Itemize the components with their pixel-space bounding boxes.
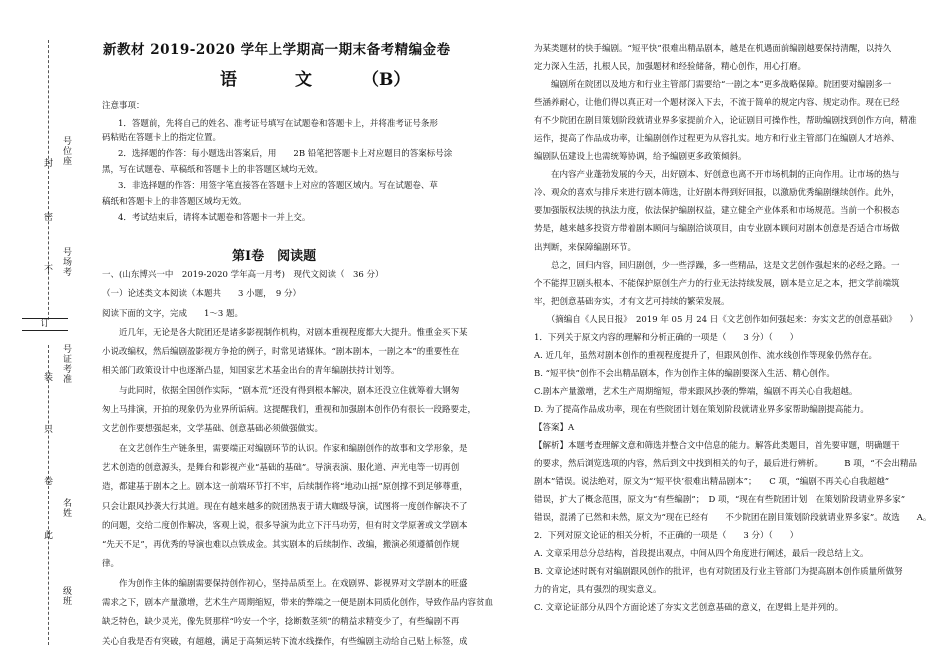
- text-line: 些涵养耐心，让他们得以真正对一个题材深入下去，不流于简单的规定内容、规定动作。现在已经: [534, 98, 900, 109]
- seal-char: 装: [44, 373, 54, 383]
- text-line: 需求之下，剧本产量激增，艺术生产周期缩短，带来的弊端之一便是剧本同质化创作，导致作品内容贫血: [102, 598, 494, 609]
- seal-char: 不: [44, 265, 54, 275]
- exam-room-field: 号场考: [61, 247, 71, 277]
- text-line: 牢，把创意基础夯实，才有文艺可持续的繁荣发展。: [534, 296, 730, 307]
- text-line: 编剧所在院团以及地方和行业主管部门需要给“一剧之本”更多战略保障。院团要对编剧多一: [534, 80, 892, 91]
- subject-title: [220, 65, 410, 90]
- text-line: 在内容产业蓬勃发展的今天，出好剧本、好创意也离不开市场机制的正向作用。让市场的热与: [534, 170, 900, 181]
- text-line: 与此同时，依据全国创作实际，“剧本荒”还没有得到根本解决，剧本还没立住就筹着大钢匆: [102, 385, 460, 396]
- text-line: 总之，回归内容，回归剧创，少一些浮躁，多一些精品，这是文艺创作强起来的必经之路。一: [534, 260, 900, 271]
- text-line: “先天不足”，再优秀的导演也难以点铁成金。其实剧本的后续制作、改编，搬演必须遵循创作规: [102, 540, 460, 551]
- text-line: 错误，混淆了已然和未然，原文为“现在已经有 不少院团在剧目策划阶段就请业界多家”。故选 A。: [534, 513, 932, 524]
- right-column-text: [534, 40, 932, 618]
- exam-title: 新教材 2019-2020 学年上学期高一期末备考精编金卷: [103, 42, 451, 58]
- text-line: 【答案】A: [534, 422, 575, 433]
- binding-dash-line-lower: [48, 345, 49, 645]
- text-line: 个不能捍卫剧头根本、不能保护原创生产力的行业无法持续发展，剧本是立足之本，把文学前端筑: [534, 278, 900, 289]
- text-line: C.剧本产量激增，艺术生产周期缩短，带来跟风抄袭的弊端，编剧不再关心自我超越。: [534, 386, 858, 397]
- seal-char: 封: [44, 159, 54, 169]
- text-line: 编剧队伍建设上也需统筹协调，给予编剧更多政策倾斜。: [534, 152, 747, 163]
- text-line: 要加强版权法规的执法力度，依法保护编剧权益，建立健全产业体系和市场规范。当前一个积极态: [534, 206, 900, 217]
- notes-heading: 注意事项：: [102, 101, 145, 111]
- text-line: （一）论述类文本阅读（本题共 3 小题， 9 分）: [102, 289, 301, 300]
- text-line: A. 文章采用总分总结构，首段提出观点，中间从四个角度进行阐述，最后一段总结上文。: [534, 549, 869, 560]
- text-line: 势是，越来越多投资方带着剧本顾问与编剧洽谈项目，由专业剧本顾问对剧本创意是否适合市场做: [534, 224, 900, 235]
- notes-line: 码粘贴在答题卡上的指定位置。: [102, 133, 222, 143]
- text-line: 文艺创作要想强起来，文学基础、创意基础必须做强做实。: [102, 424, 324, 435]
- text-line: 错误，扩大了概念范围，原文为“有些编剧”； D 项，“现在有些院团计划 在策划阶段请业界多家”: [534, 495, 906, 506]
- notes-line: 2．选择题的作答：每小题选出答案后，用 2B 铅笔把答题卡上对应题目的答案标号涂: [118, 149, 453, 159]
- notes-line: 1．答题前，先将自己的姓名、准考证号填写在试题卷和答题卡上，并将准考证号条形: [118, 119, 438, 129]
- text-line: 出判断，来保障编剧环节。: [534, 242, 637, 253]
- notes-line: 4．考试结束后，请将本试题卷和答题卡一并上交。: [118, 213, 311, 223]
- notes-line: 稿纸和答题卡上的非答题区域均无效。: [102, 197, 247, 207]
- text-line: 1．下列关于原文内容的理解和分析正确的一项是（ 3 分）（ ）: [534, 332, 799, 343]
- section-title: 第Ⅰ卷 阅读题: [232, 249, 317, 264]
- seal-char: 只: [44, 425, 54, 435]
- text-line: 的要求，然后浏览选项的内容，然后到文中找到相关的句子，最后进行辨析。 B 项，“不会出精品: [534, 459, 918, 470]
- notes-line: 3．非选择题的作答：用签字笔直接答在答题卡上对应的答题区域内。写在试题卷、草: [118, 181, 438, 191]
- seal-char: 卷: [44, 477, 54, 487]
- text-line: 在文艺创作生产链条里，需要端正对编剧环节的认识。作家和编剧创作的故事和文学形象，是: [102, 443, 468, 454]
- text-line: 近几年，无论是各大院团还是诸多影视制作机构，对剧本重视程度都大大提升。惟重金买下某: [102, 327, 468, 338]
- text-line: 【解析】本题考查理解文意和筛选并整合文中信息的能力。解答此类题目，首先要审题，明确题干: [534, 441, 900, 452]
- text-line: 冷、观众的喜欢与排斥来进行剧本筛选，让好剧本得到好回报，以激励优秀编剧继续创作。此外，: [534, 188, 900, 199]
- notes-line: 黑，写在试题卷、草稿纸和答题卡上的非答题区域均无效。: [102, 165, 324, 175]
- text-line: 有不少院团在剧目策划阶段就请业界多家提前介入，论证剧目可操作性，帮助编剧找到创作方向，精准: [534, 116, 917, 127]
- text-line: 运作，提高了作品成功率，让编剧创作过程更为从容扎实。地方和行业主管部门在编剧人才培养、: [534, 134, 900, 145]
- text-line: 2．下列对原文论证的相关分析，不正确的一项是（ 3 分）（ ）: [534, 531, 799, 542]
- left-column-text: [102, 266, 494, 652]
- text-line: 小说改编权，然后编剧盈影视方争抢的例子，时常见诸媒体。“剧本剧本，一剧之本”的重要性在: [102, 347, 460, 358]
- text-line: 造，都建基于剧本之上。剧本这一前端环节打不牢，后续制作将“地动山摇”原创撑不到足够尊重，: [102, 482, 468, 493]
- text-line: 作为创作主体的编剧需要保持创作初心，坚持品质至上。在戏剧界、影视界对文学剧本的旺盛: [102, 578, 468, 589]
- text-line: B. “短平快”创作不会出精品剧本，作为创作主体的编剧要深入生活、精心创作。: [534, 368, 835, 379]
- text-line: 律。: [102, 559, 120, 570]
- text-line: 匆上马排演，开拍的现象仍为业界所诟病。这提醒我们，重视和加强剧本创作仍有很长一段路要走，: [102, 405, 477, 416]
- subject-title-part: 语: [220, 70, 237, 90]
- text-line: 的问题，交给二度创作解决，客观上说，很多导演为此立下汗马功劳，但有时文学原著或文学剧本: [102, 520, 468, 531]
- text-line: C. 文章论证部分从四个方面论述了夯实文艺创意基础的意义，在逻辑上是并列的。: [534, 603, 844, 614]
- notes-list: [102, 119, 452, 224]
- text-line: 阅读下面的文字，完成 1～3 题。: [102, 308, 244, 319]
- binding-dash-line-upper: [48, 40, 49, 330]
- seat-number-field: 号位座: [61, 136, 71, 166]
- text-line: 一、(山东博兴一中 2019-2020 学年高一月考) 现代文阅读（ 36 分）: [102, 270, 384, 280]
- text-line: 只会让跟风抄袭大行其道。现在有越来越多的院团热衷于请大咖级导演，试图将一度创作解决不了: [102, 501, 468, 512]
- text-line: 关心自我是否有突破，有超越，满足于高频运转下流水线操作，有些编剧主动给自己贴上标签，成: [102, 636, 468, 647]
- text-line: 定力深入生活，扎根人民，加强题材和经验储备，精心创作，用心打磨。: [534, 62, 807, 73]
- seal-char-boxed: 订: [22, 318, 68, 331]
- text-line: 剧本”错误。说法绝对，原文为“‘短平快’很难出精品剧本”； C 项，“编剧不再关心自我超越”: [534, 477, 890, 488]
- text-line: 力的肯定，具有强烈的现实意义。: [534, 585, 662, 596]
- text-line: A. 近几年，虽然对剧本创作的重视程度提升了，但跟风创作、流水线创作等现象仍然存在。: [534, 350, 878, 361]
- text-line: 相关部门政策设计中也逐渐凸显，知国家艺术基金出台的青年编剧扶持计划等。: [102, 366, 400, 377]
- text-line: 缺乏特色，缺少灵光，像先贤那样“吟安一个字，捻断数茎须”的精益求精变少了，有些编剧不再: [102, 617, 460, 628]
- text-line: B. 文章论述时既有对编剧跟风创作的批评，也有对院团及行业主管部门为提高剧本创作质量所做努: [534, 567, 903, 578]
- text-line: （摘编自《人民日报》 2019 年 05 月 24 日《文艺创作如何强起来：夯实文艺的创意基础》 ）: [534, 314, 919, 325]
- text-line: 为某类题材的快手编剧。“短平快”很难出精品剧本，越是在机遇面前编剧越要保持清醒，以持久: [534, 44, 892, 54]
- name-field: 名姓: [61, 498, 71, 518]
- admission-number-field: 号证考准: [61, 344, 71, 384]
- subject-title-part: （B）: [362, 70, 411, 90]
- text-line: 艺术创造的创意源头，是舞台和影视产业“基础的基础”。导演表演、服化道、声光电等一切再创: [102, 462, 460, 473]
- seal-char: 密: [44, 213, 54, 223]
- class-field: 级班: [61, 586, 71, 606]
- subject-title-part: 文: [295, 70, 312, 90]
- text-line: D. 为了提高作品成功率，现在有些院团计划在策划阶段就请业界多家帮助编剧提高能力。: [534, 404, 869, 415]
- seal-char: 此: [44, 531, 54, 541]
